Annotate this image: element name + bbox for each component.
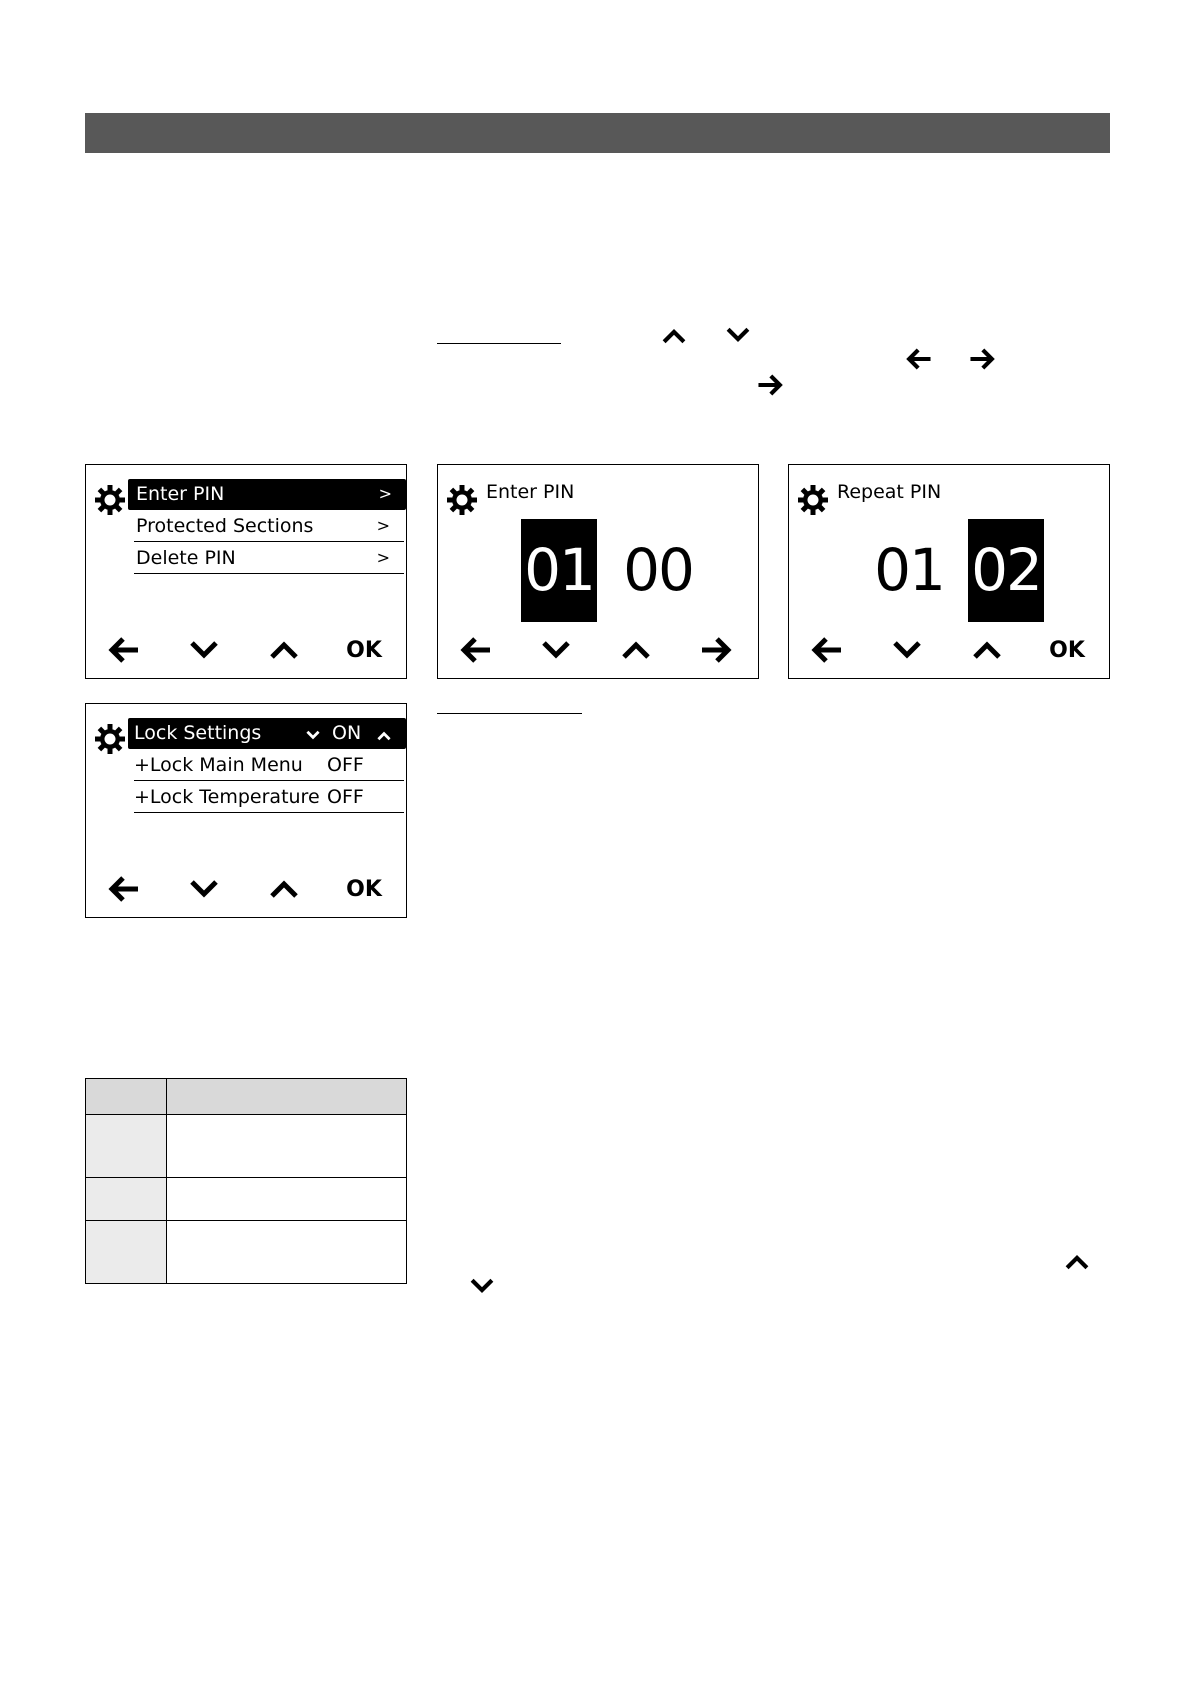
chevron-right-text: >: [376, 516, 390, 535]
legend-table: [85, 1078, 407, 1284]
pin-digit-2[interactable]: 00: [623, 536, 693, 604]
down-button[interactable]: [184, 632, 224, 668]
chevron-up-icon: [267, 635, 301, 665]
down-button[interactable]: [887, 632, 927, 668]
table-cell: [167, 1221, 407, 1284]
chevron-up-icon: [660, 322, 688, 350]
table-cell: [167, 1079, 407, 1115]
chevron-down-icon: [187, 635, 221, 665]
table-header-row: [86, 1079, 407, 1115]
arrow-right-icon: [756, 371, 784, 399]
chevron-up-icon: [1063, 1248, 1091, 1276]
pin-menu-screen: [85, 464, 407, 679]
section-header-bar: [85, 113, 1110, 153]
pin-digit-1[interactable]: 01: [521, 519, 597, 622]
arrow-right-icon: [968, 345, 996, 373]
table-row: [86, 1178, 407, 1221]
table-cell: [86, 1115, 167, 1178]
chevron-down-icon: [468, 1272, 496, 1300]
menu-item-label: +Lock Temperature: [134, 786, 320, 808]
arrow-left-icon: [459, 635, 493, 665]
arrow-left-icon: [107, 874, 141, 904]
table-cell: [86, 1079, 167, 1115]
table-cell: [167, 1115, 407, 1178]
screen-title: Repeat PIN: [837, 481, 942, 503]
enter-pin-screen: [437, 464, 759, 679]
menu-item-lock-main-menu[interactable]: [134, 750, 404, 781]
gear-icon: [94, 484, 126, 516]
chevron-up-icon: [970, 635, 1004, 665]
menu-item-lock-temperature[interactable]: [134, 782, 404, 813]
menu-item-label: Protected Sections: [136, 515, 314, 537]
chevron-down-icon: [539, 635, 573, 665]
chevron-right-text: >: [378, 484, 392, 503]
down-button[interactable]: [536, 632, 576, 668]
gear-icon: [94, 723, 126, 755]
up-button[interactable]: [967, 632, 1007, 668]
underline-mark: [437, 343, 561, 344]
menu-item-label: Delete PIN: [136, 547, 236, 569]
gear-icon: [797, 484, 829, 516]
forward-button[interactable]: [696, 632, 736, 668]
up-button[interactable]: [264, 871, 304, 907]
back-button[interactable]: [104, 871, 144, 907]
back-button[interactable]: [456, 632, 496, 668]
arrow-left-icon: [810, 635, 844, 665]
chevron-right-text: >: [376, 548, 390, 567]
chevron-up-icon: [619, 635, 653, 665]
table-row: [86, 1221, 407, 1284]
menu-item-label: Enter PIN: [136, 483, 225, 505]
chevron-up-icon: [267, 874, 301, 904]
ok-button[interactable]: OK: [346, 876, 382, 902]
setting-value: OFF: [327, 754, 364, 776]
menu-item-label: Lock Settings: [134, 722, 262, 744]
ok-button[interactable]: OK: [1049, 637, 1085, 663]
menu-item-label: +Lock Main Menu: [134, 754, 303, 776]
arrow-left-icon: [905, 345, 933, 373]
chevron-down-icon: [187, 874, 221, 904]
setting-value: ON: [332, 722, 362, 744]
menu-item-lock-settings[interactable]: [128, 718, 406, 749]
arrow-left-icon: [107, 635, 141, 665]
chevron-up-icon: [376, 729, 392, 743]
pin-digit-2[interactable]: 02: [968, 519, 1044, 622]
pin-digit-1[interactable]: 01: [874, 536, 944, 604]
down-button[interactable]: [184, 871, 224, 907]
menu-item-protected-sections[interactable]: [134, 511, 404, 542]
menu-item-delete-pin[interactable]: [134, 543, 404, 574]
gear-icon: [446, 484, 478, 516]
table-cell: [86, 1178, 167, 1221]
table-cell: [167, 1178, 407, 1221]
repeat-pin-screen: [788, 464, 1110, 679]
underline-mark: [437, 713, 582, 714]
screen-title: Enter PIN: [486, 481, 575, 503]
chevron-down-icon: [890, 635, 924, 665]
back-button[interactable]: [104, 632, 144, 668]
chevron-down-icon: [305, 728, 321, 742]
table-cell: [86, 1221, 167, 1284]
menu-item-enter-pin[interactable]: [128, 479, 406, 510]
lock-settings-screen: [85, 703, 407, 918]
setting-value: OFF: [327, 786, 364, 808]
ok-button[interactable]: OK: [346, 637, 382, 663]
table-row: [86, 1115, 407, 1178]
chevron-down-icon: [724, 321, 752, 349]
back-button[interactable]: [807, 632, 847, 668]
up-button[interactable]: [264, 632, 304, 668]
up-button[interactable]: [616, 632, 656, 668]
arrow-right-icon: [699, 635, 733, 665]
